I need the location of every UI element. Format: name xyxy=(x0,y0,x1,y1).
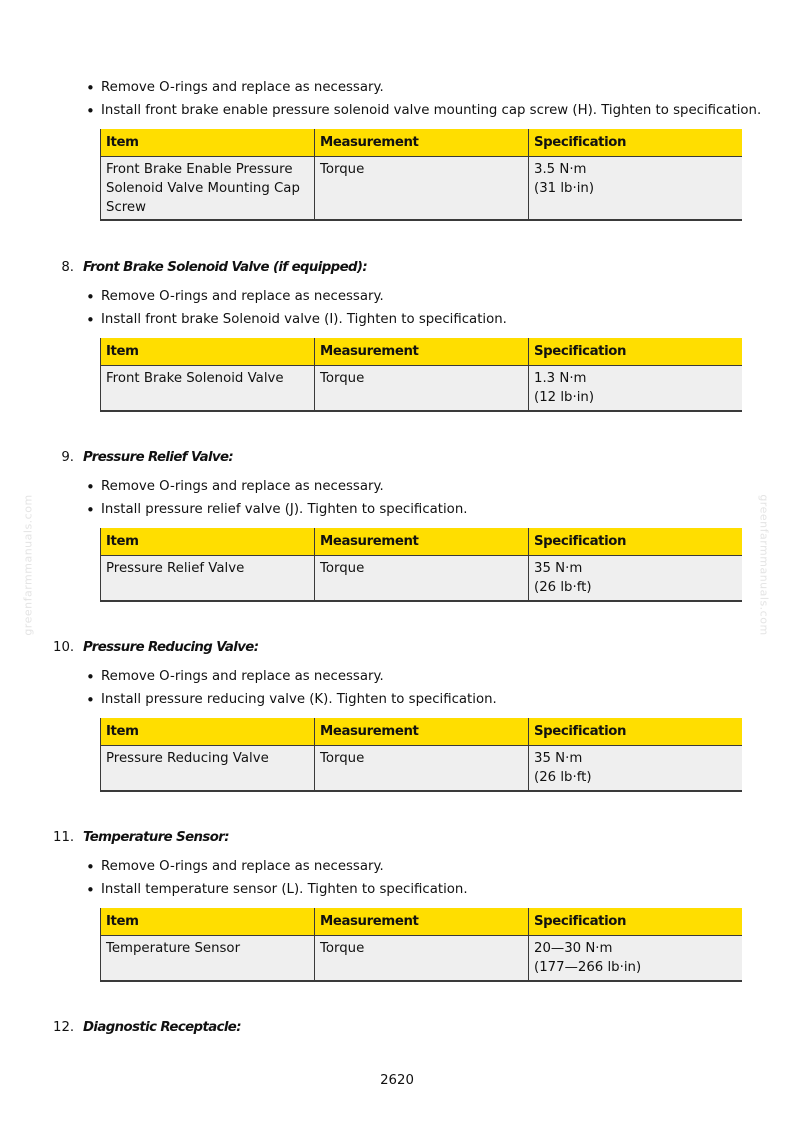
bullet-item: • Install front brake enable pressure solenoid valve mounting cap screw (H). Tighten to specification. xyxy=(86,103,761,126)
spec-line: 1.3 N·m xyxy=(534,370,587,386)
cell-measurement: Torque xyxy=(315,745,529,791)
cell-measurement: Torque xyxy=(315,365,529,411)
header-item: Item xyxy=(101,129,315,156)
step-title: Diagnostic Receptacle: xyxy=(83,1020,241,1035)
watermark-left: greenfarmmanuals.com xyxy=(21,494,35,636)
item-line: Pressure Relief Valve xyxy=(106,560,245,576)
header-specification: Specification xyxy=(529,528,742,555)
spec-table-step-8 xyxy=(100,338,742,412)
header-item: Item xyxy=(101,528,315,555)
bullet-item: • Remove O-rings and replace as necessary. xyxy=(86,289,507,312)
spec-table-intro xyxy=(100,129,742,221)
bullet-item: • Install temperature sensor (L). Tighten to specification. xyxy=(86,882,468,905)
table-header-row xyxy=(101,338,742,365)
cell-item xyxy=(101,935,315,981)
header-item: Item xyxy=(101,338,315,365)
item-line: Solenoid Valve Mounting Cap xyxy=(106,180,300,196)
spec-line: (26 lb·ft) xyxy=(534,579,592,595)
step-title: Front Brake Solenoid Valve (if equipped): xyxy=(83,260,368,275)
spec-line: (177—266 lb·in) xyxy=(534,959,642,975)
item-line: Pressure Reducing Valve xyxy=(106,750,269,766)
step-number: 10. xyxy=(53,640,75,655)
bullet-item: • Install pressure reducing valve (K). Tighten to specification. xyxy=(86,692,497,715)
step-number: 11. xyxy=(53,830,75,845)
cell-item xyxy=(101,555,315,601)
item-line: Temperature Sensor xyxy=(106,940,241,956)
table-row xyxy=(101,555,742,601)
bullet-item: • Remove O-rings and replace as necessary. xyxy=(86,479,467,502)
bullet-item: • Install pressure relief valve (J). Tighten to specification. xyxy=(86,502,467,525)
step-title: Pressure Relief Valve: xyxy=(83,450,234,465)
table-row xyxy=(101,365,742,411)
item-line: Front Brake Solenoid Valve xyxy=(106,370,284,386)
table-header-row xyxy=(101,528,742,555)
step-heading-12 xyxy=(53,1020,241,1035)
spec-line: (26 lb·ft) xyxy=(534,769,592,785)
step-heading-8 xyxy=(53,260,367,275)
spec-line: 3.5 N·m xyxy=(534,161,587,177)
step-title: Temperature Sensor: xyxy=(83,830,229,845)
bullet-item: • Remove O-rings and replace as necessary. xyxy=(86,669,497,692)
page-number: 2620 xyxy=(380,1073,414,1088)
step-number: 8. xyxy=(61,260,74,275)
header-specification: Specification xyxy=(529,129,742,156)
spec-table-step-9 xyxy=(100,528,742,602)
table-row xyxy=(101,745,742,791)
header-measurement: Measurement xyxy=(315,908,529,935)
header-measurement: Measurement xyxy=(315,718,529,745)
step-10-bullets xyxy=(86,669,497,715)
bullet-item: • Install front brake Solenoid valve (I). Tighten to specification. xyxy=(86,312,507,335)
step-11-bullets xyxy=(86,859,468,905)
step-title: Pressure Reducing Valve: xyxy=(83,640,259,655)
intro-bullet-list xyxy=(86,80,761,126)
step-heading-11 xyxy=(53,830,229,845)
step-heading-10 xyxy=(53,640,258,655)
header-specification: Specification xyxy=(529,338,742,365)
spec-line: 35 N·m xyxy=(534,560,583,576)
step-9-bullets xyxy=(86,479,467,525)
table-header-row xyxy=(101,129,742,156)
header-item: Item xyxy=(101,718,315,745)
step-heading-9 xyxy=(53,450,233,465)
header-measurement: Measurement xyxy=(315,129,529,156)
cell-specification xyxy=(529,935,742,981)
table-header-row xyxy=(101,718,742,745)
cell-specification xyxy=(529,555,742,601)
header-measurement: Measurement xyxy=(315,528,529,555)
table-row xyxy=(101,935,742,981)
header-specification: Specification xyxy=(529,718,742,745)
table-header-row xyxy=(101,908,742,935)
cell-specification xyxy=(529,365,742,411)
spec-line: 35 N·m xyxy=(534,750,583,766)
bullet-item: • Remove O-rings and replace as necessary. xyxy=(86,859,468,882)
item-line: Screw xyxy=(106,199,146,215)
spec-table-step-11 xyxy=(100,908,742,982)
cell-item xyxy=(101,156,315,220)
bullet-item: • Remove O-rings and replace as necessary. xyxy=(86,80,761,103)
spec-line: (12 lb·in) xyxy=(534,389,595,405)
step-number: 9. xyxy=(61,450,74,465)
cell-specification xyxy=(529,156,742,220)
step-number: 12. xyxy=(53,1020,75,1035)
spec-table-step-10 xyxy=(100,718,742,792)
table-row xyxy=(101,156,742,220)
header-specification: Specification xyxy=(529,908,742,935)
header-measurement: Measurement xyxy=(315,338,529,365)
spec-line: 20—30 N·m xyxy=(534,940,613,956)
cell-measurement: Torque xyxy=(315,555,529,601)
cell-item xyxy=(101,365,315,411)
spec-line: (31 lb·in) xyxy=(534,180,595,196)
header-item: Item xyxy=(101,908,315,935)
cell-specification xyxy=(529,745,742,791)
watermark-right: greenfarmmanuals.com xyxy=(757,494,771,636)
cell-measurement: Torque xyxy=(315,156,529,220)
cell-measurement: Torque xyxy=(315,935,529,981)
step-8-bullets xyxy=(86,289,507,335)
cell-item xyxy=(101,745,315,791)
item-line: Front Brake Enable Pressure xyxy=(106,161,293,177)
